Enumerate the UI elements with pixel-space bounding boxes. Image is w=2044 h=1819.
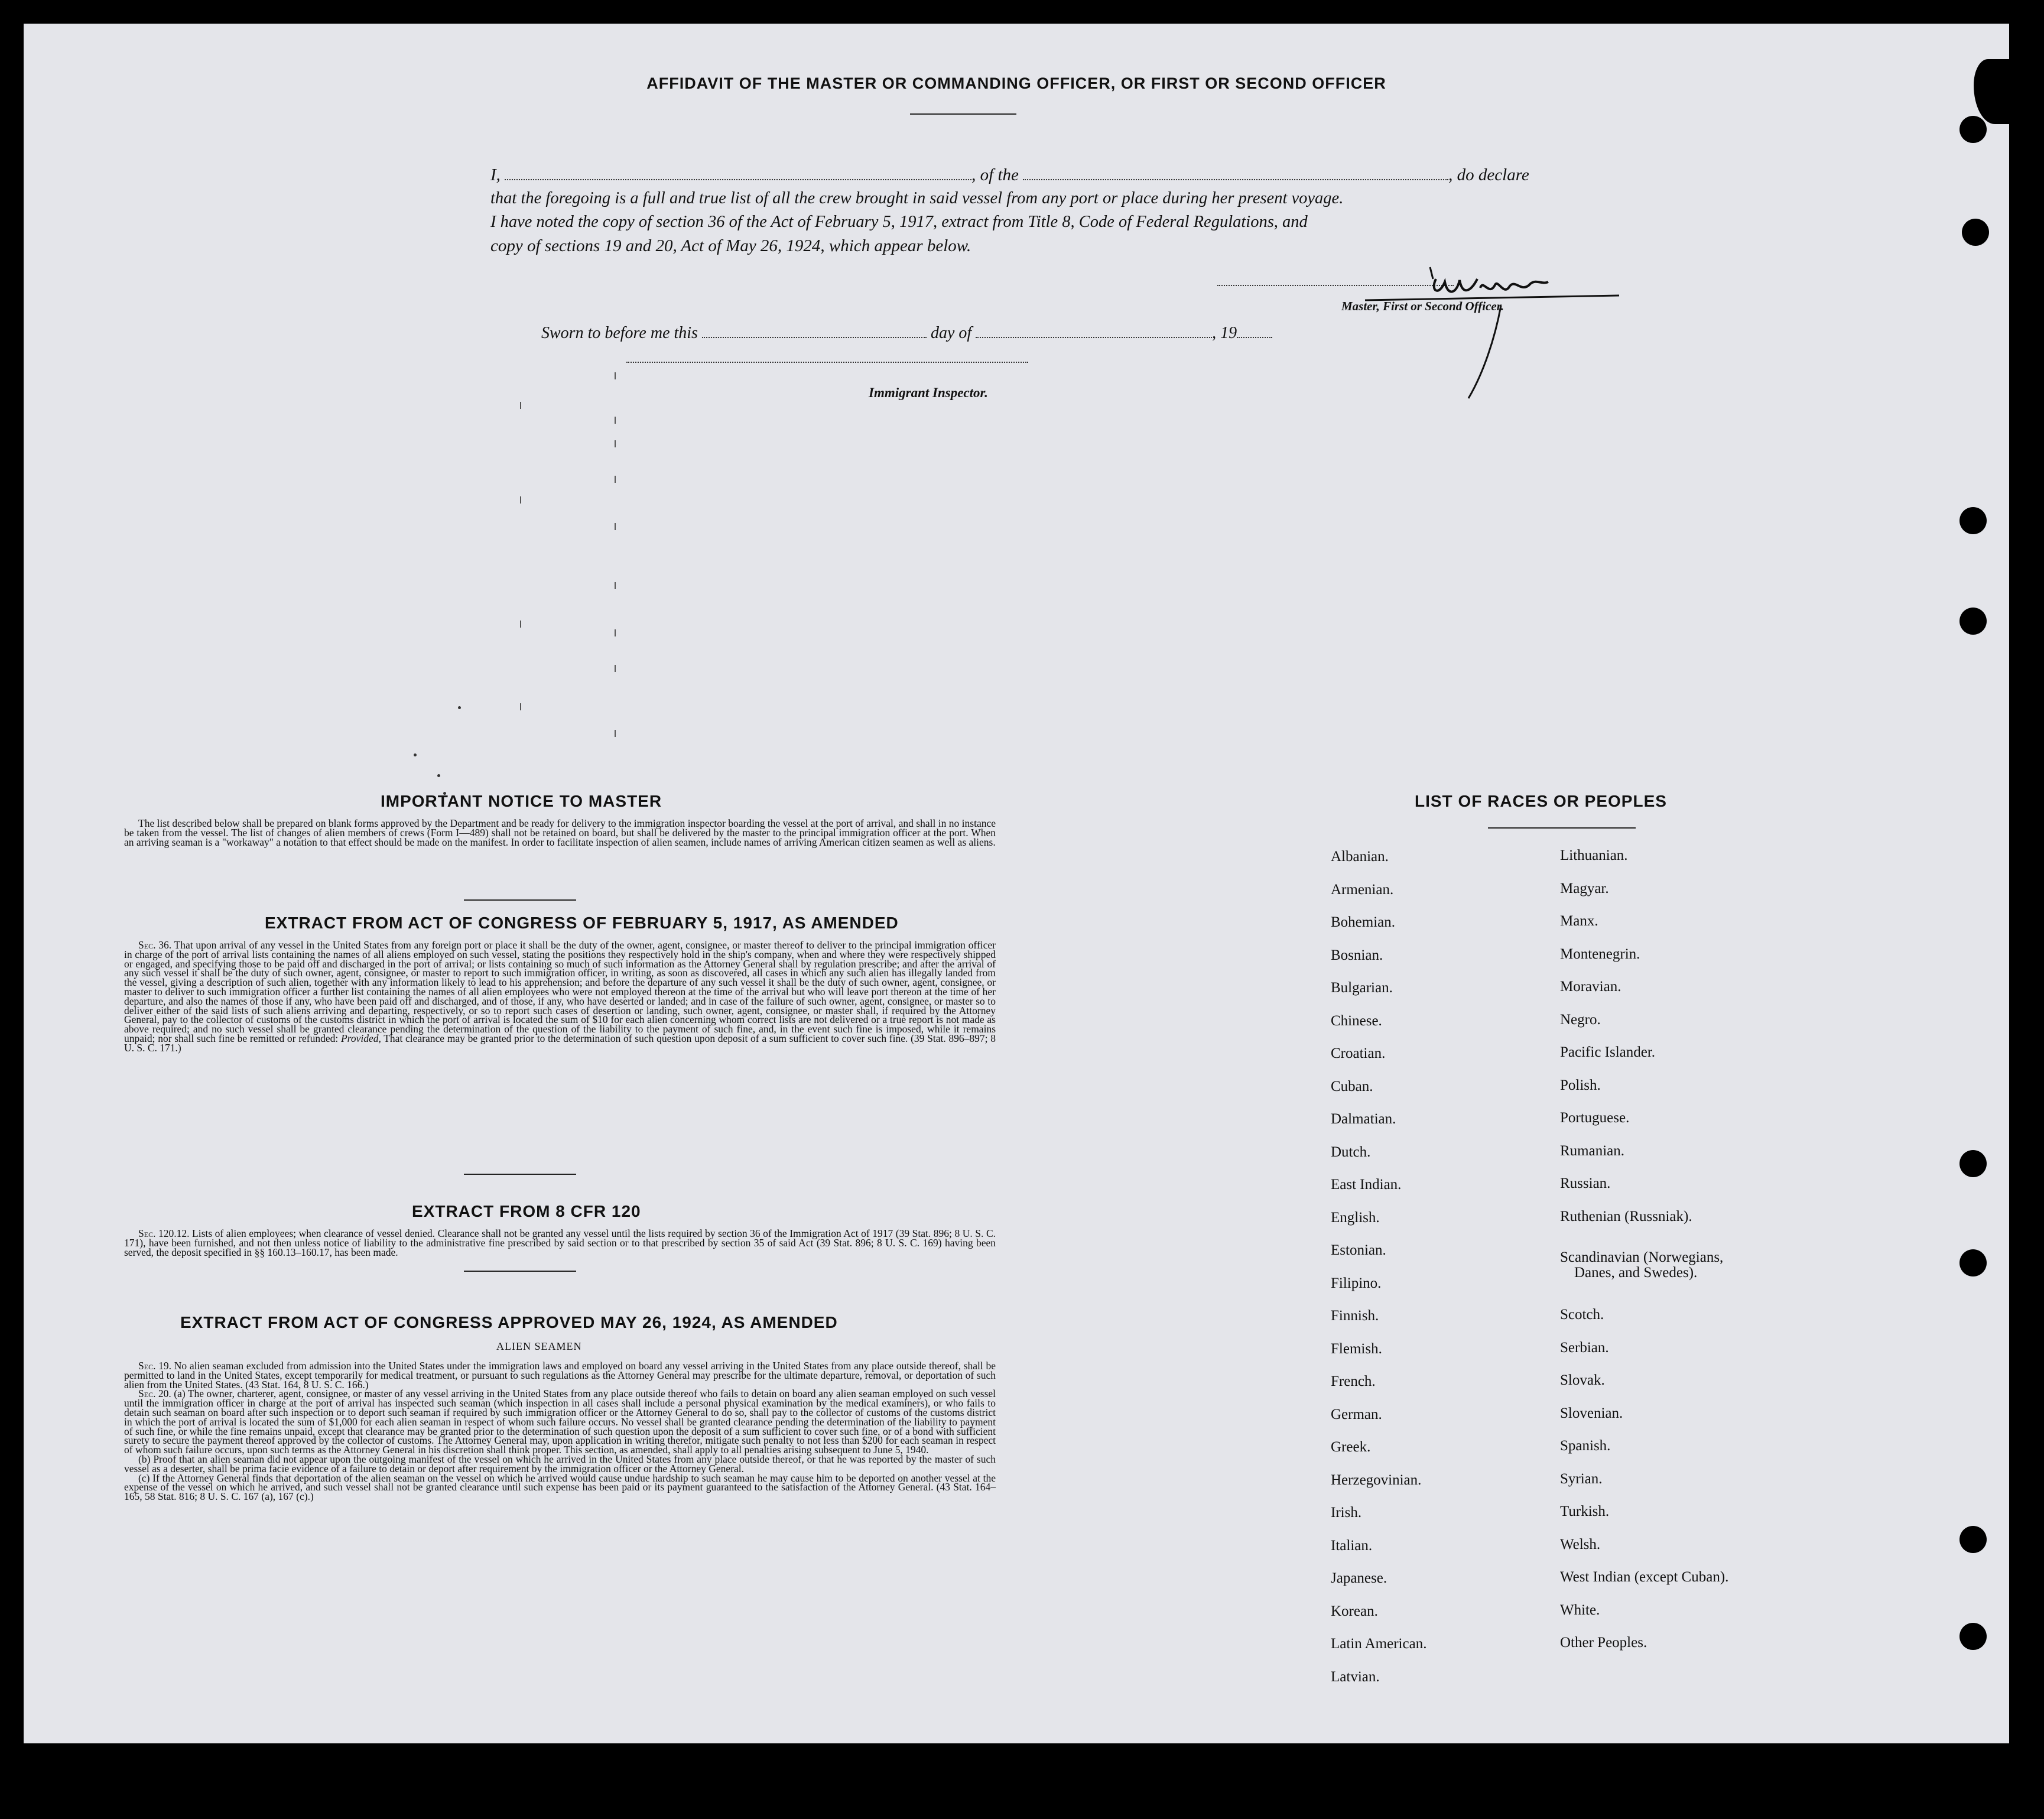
decl-line-3: I have noted the copy of section 36 of the Act of February 5, 1917, extract from Title 8, Code of Federal Regulations, and — [490, 213, 1308, 231]
extract-1917-body — [124, 941, 996, 1053]
sec-19-label: Sec. 19. — [138, 1360, 172, 1372]
sec-36-end: That clearance may be granted prior to the determination of such question upon deposit of a sum sufficient to cover such fine. (39 Stat. 896–897; 8 U. S. C. 171.) — [124, 1032, 996, 1054]
race-item: Scandinavian (Norwegians, — [1560, 1249, 1724, 1265]
extract-cfr-body — [124, 1229, 996, 1257]
race-item: Ruthenian (Russniak). — [1560, 1208, 1692, 1224]
race-item: Irish. — [1331, 1505, 1362, 1521]
sec-20b-text: (b) Proof that an alien seaman did not appear upon the outgoing manifest of the vessel on which he arrived in the United States from any place outside thereof, or that he was reported by the master of such vessel as a deserter, shall be prima facie evidence of a failure to detain or deport after requirement by the immigration officer or the Attorney General. — [124, 1453, 996, 1474]
race-item: Turkish. — [1560, 1503, 1610, 1519]
sec-36-text: That upon arrival of any vessel in the United States from any foreign port or place it shall be the duty of the owner, agent, consignee, or master thereof to deliver to the principal immigration officer in charge of the port of arrival lists containing the names of all aliens employed on such vessel, stating the positions they respectively hold in the ship's company, when and where they were respectively shipped or engaged, and specifying those to be paid off and discharged in the port of arrival; or lists containing so much of such information as the Attorney General shall by regulation prescribe; and after the arrival of any such vessel it shall be the duty of such owner, agent, consignee, or master to report to such immigration officer, in writing, as soon as discovered, all cases in which any such alien has illegally landed from the vessel, giving a description of such alien, together with any information likely to lead to his apprehension; and before the departure of any such vessel it shall be the duty of such owner, agent, consignee, or master to deliver to such immigration officer a further list containing the names of all alien employees who were not employed thereon at the time of the arrival but who will leave port thereon at the time of her departure, and also the names of those if any, who have been paid off and discharged, and of those, if any, who have deserted or landed; and in case of the failure of such owner, agent, consignee, or master so to deliver either of the said lists of such aliens arriving and departing, respectively, or so to report such cases of desertion or landing, such owner, agent, consignee, or master shall, if required by the Attorney General, pay to the collector of customs of the customs district in which the port of arrival is located the sum of $10 for each alien concerning whom correct lists are not delivered or a true report is not made as above required; and no such vessel shall be granted clearance pending the determination of the question of the liability to the payment of such fine, and, in the event such fine is imposed, while it remains unpaid; nor shall such fine be remitted or refunded: — [124, 939, 996, 1044]
sworn-month-blank[interactable] — [976, 324, 1212, 338]
punch-hole — [1959, 1526, 1987, 1553]
race-item: Flemish. — [1331, 1340, 1382, 1357]
race-item: Scotch. — [1560, 1307, 1604, 1323]
race-item: Serbian. — [1560, 1339, 1609, 1356]
sworn-year: , 19 — [1212, 324, 1237, 342]
race-item: Chinese. — [1331, 1012, 1382, 1029]
decl-of-the: , of the — [971, 165, 1019, 184]
race-item: English. — [1331, 1209, 1380, 1226]
race-item: Estonian. — [1331, 1242, 1386, 1258]
speck — [437, 774, 440, 777]
sec-19-text: No alien seaman excluded from admission into the United States under the immigration laws and employed on board any vessel arriving in the United States from any place outside thereof, shall be permitted to land in the United States, except temporarily for medical treatment, or pursuant to such regulations as the Attorney General may prescribe for the ultimate departure, removal, or deportation of such alien from the United States. (43 Stat. 164, 8 U. S. C. 166.) — [124, 1360, 996, 1391]
race-item: Negro. — [1560, 1011, 1601, 1028]
race-item: Cuban. — [1331, 1078, 1373, 1094]
tick-mark — [520, 496, 521, 504]
tick-mark — [615, 523, 616, 530]
race-item: Manx. — [1560, 913, 1598, 929]
handwritten-signature — [1341, 261, 1625, 403]
tick-mark — [615, 476, 616, 483]
tick-mark — [615, 629, 616, 636]
tick-mark — [615, 665, 616, 672]
tick-mark — [615, 372, 616, 379]
race-item: Slovak. — [1560, 1372, 1605, 1388]
tick-mark — [615, 730, 616, 737]
race-item: Montenegrin. — [1560, 946, 1640, 962]
race-item: Rumanian. — [1560, 1142, 1625, 1159]
race-item: Spanish. — [1560, 1438, 1611, 1454]
race-item: Latvian. — [1331, 1668, 1380, 1685]
races-rule — [1488, 827, 1636, 829]
race-item: Danes, and Swedes). — [1574, 1265, 1698, 1281]
race-item: Bosnian. — [1331, 947, 1383, 963]
notice-body — [124, 819, 996, 847]
extract-cfr-heading: EXTRACT FROM 8 CFR 120 — [412, 1202, 641, 1220]
race-item: Armenian. — [1331, 881, 1394, 898]
inspector-label: Immigrant Inspector. — [869, 385, 988, 400]
notice-text: The list described below shall be prepared on blank forms approved by the Department and be ready for delivery to the immigration inspector boarding the vessel at the port of arrival, and shall in no instance be taken from the vessel. The list of changes of alien members of crews (Form I—489) shall not be retained on board, but shall be delivered by the master to the principal immigration officer at the port. When an arriving seaman is a "workaway" a notation to that effect should be made on the manifest. In order to facilitate inspection of alien seamen, include names of arriving American citizen seamen as well as aliens. — [124, 817, 996, 848]
title-rule — [910, 113, 1016, 115]
race-item: Italian. — [1331, 1537, 1373, 1554]
inspector-line[interactable] — [626, 360, 1028, 363]
decl-suffix: , do declare — [1448, 165, 1529, 184]
race-item: Dalmatian. — [1331, 1111, 1396, 1127]
decl-line-4: copy of sections 19 and 20, Act of May 26, 1924, which appear below. — [490, 236, 971, 255]
extract-1924-body — [124, 1362, 996, 1502]
punch-hole — [1959, 507, 1987, 534]
decl-line-2: that the foregoing is a full and true list of all the crew brought in said vessel from any port or place during her present voyage. — [490, 189, 1344, 207]
extract-1924-heading: EXTRACT FROM ACT OF CONGRESS APPROVED MAY 26, 1924, AS AMENDED — [180, 1313, 838, 1331]
race-item: Herzegovinian. — [1331, 1472, 1422, 1488]
punch-hole — [1959, 1623, 1987, 1650]
race-item: Dutch. — [1331, 1144, 1371, 1160]
race-item: Bohemian. — [1331, 914, 1396, 930]
sec-120-text: Lists of alien employees; when clearance of vessel denied. Clearance shall not be granted any vessel until the lists required by section 36 of the Immigration Act of 1917 (39 Stat. 896; 8 U. S. C. 171), have been furnished, and not then unless notice of liability to the administrative fine prescribed by said section or to that prescribed by section 35 of said Act (39 Stat. 896; 8 U. S. C. 169) having been served, the deposit specified in §§ 160.13–160.17, has been made. — [124, 1227, 996, 1258]
affidavit-title: AFFIDAVIT OF THE MASTER OR COMMANDING OFFICER, OR FIRST OR SECOND OFFICER — [646, 74, 1386, 92]
race-item: Greek. — [1331, 1439, 1371, 1455]
tick-mark — [520, 703, 521, 710]
divider — [464, 899, 576, 901]
race-item: West Indian (except Cuban). — [1560, 1569, 1729, 1585]
sworn-day-blank[interactable] — [702, 324, 927, 338]
sec-20a-text: (a) The owner, charterer, agent, consignee, or master of any vessel arriving in the United States from any place outside thereof who fails to detain on board any alien seaman employed on such vessel until the immigration officer in charge at the port of arrival has inspected such seaman (which inspection in all cases shall include a personal physical examination by the medical examiners), or who fails to detain such seaman on board after such inspection or to deport such seaman if required by such immigration officer or the Attorney General to do so, shall pay to the collector of customs of the customs district in which the port of arrival is located the sum of $1,000 for each alien seaman in respect of whom such failure occurs. No vessel shall be granted clearance pending the determination of the liability to payment of such fine, or while the fine remains unpaid, except that clearance may be granted prior to the determination of such question upon the deposit of a sum sufficient to cover such fine, or of a bond with sufficient surety to secure the payment thereof approved by the collector of customs. The Attorney General may, upon application in writing therefor, mitigate such penalty to not less than $200 for each seaman in respect of whom such failure occurs, upon such terms as the Attorney General in his discretion shall think proper. This section, as amended, shall apply to all penalties arising subsequent to June 5, 1940. — [124, 1388, 996, 1456]
torn-corner — [1974, 59, 2009, 124]
race-item: Syrian. — [1560, 1470, 1603, 1487]
decl-prefix: I, — [490, 165, 501, 184]
speck — [458, 706, 461, 709]
race-item: Japanese. — [1331, 1570, 1387, 1586]
alien-seamen-subheading: ALIEN SEAMEN — [496, 1340, 582, 1352]
race-item: Pacific Islander. — [1560, 1044, 1656, 1060]
name-blank[interactable] — [505, 166, 971, 180]
race-item: Magyar. — [1560, 880, 1609, 896]
race-item: Latin American. — [1331, 1636, 1427, 1652]
race-item: Other Peoples. — [1560, 1635, 1647, 1651]
tick-mark — [520, 402, 521, 409]
sworn-line — [541, 324, 1272, 343]
sec-36-label: Sec. 36. — [138, 939, 172, 951]
races-heading: LIST OF RACES OR PEOPLES — [1415, 792, 1667, 810]
notice-heading: IMPORTANT NOTICE TO MASTER — [381, 792, 662, 810]
declaration — [490, 163, 1607, 258]
sworn-day-of: day of — [930, 324, 972, 342]
provided-word: Provided, — [340, 1032, 381, 1044]
race-item: Moravian. — [1560, 979, 1621, 995]
tick-mark — [615, 440, 616, 447]
race-item: White. — [1560, 1602, 1600, 1618]
race-item: East Indian. — [1331, 1177, 1402, 1193]
race-item: Russian. — [1560, 1175, 1611, 1191]
tick-mark — [615, 417, 616, 424]
speck — [414, 753, 417, 756]
sec-20-label: Sec. 20. — [138, 1388, 171, 1400]
punch-hole — [1959, 1249, 1987, 1276]
punch-hole — [1959, 116, 1987, 143]
signature-label: Master, First or Second Officer. — [1341, 299, 1504, 313]
race-item: Finnish. — [1331, 1308, 1379, 1324]
sworn-prefix: Sworn to before me this — [541, 324, 698, 342]
extract-1917-heading: EXTRACT FROM ACT OF CONGRESS OF FEBRUARY 5, 1917, AS AMENDED — [265, 914, 899, 932]
sec-20c-text: (c) If the Attorney General finds that deportation of the alien seaman on the vessel on which he arrived would cause undue hardship to such seaman he may cause him to be deported on another vessel at the expense of the vessel on which he arrived, and such vessel shall not be granted clearance until such expense has been paid or its payment guaranteed to the satisfaction of the Attorney General. (43 Stat. 164–165, 58 Stat. 816; 8 U. S. C. 167 (a), 167 (c).) — [124, 1472, 996, 1503]
race-item: Portuguese. — [1560, 1110, 1630, 1126]
race-item: German. — [1331, 1406, 1382, 1422]
tick-mark — [615, 582, 616, 589]
race-item: Welsh. — [1560, 1536, 1601, 1552]
race-item: Polish. — [1560, 1077, 1601, 1093]
race-item: Lithuanian. — [1560, 847, 1628, 863]
race-item: Albanian. — [1331, 849, 1389, 865]
race-item: Filipino. — [1331, 1275, 1382, 1291]
form-page — [24, 24, 2009, 1743]
divider — [464, 1271, 576, 1272]
sworn-year-blank[interactable] — [1237, 324, 1272, 338]
sec-120-label: Sec. 120.12. — [138, 1227, 190, 1239]
vessel-blank[interactable] — [1023, 166, 1448, 180]
race-item: French. — [1331, 1373, 1376, 1389]
punch-hole — [1962, 219, 1989, 246]
tick-mark — [520, 621, 521, 628]
race-item: Korean. — [1331, 1603, 1378, 1619]
punch-hole — [1959, 1150, 1987, 1177]
race-item: Slovenian. — [1560, 1405, 1623, 1421]
race-item: Bulgarian. — [1331, 980, 1393, 996]
punch-hole — [1959, 608, 1987, 635]
divider — [464, 1174, 576, 1175]
race-item: Croatian. — [1331, 1045, 1386, 1061]
